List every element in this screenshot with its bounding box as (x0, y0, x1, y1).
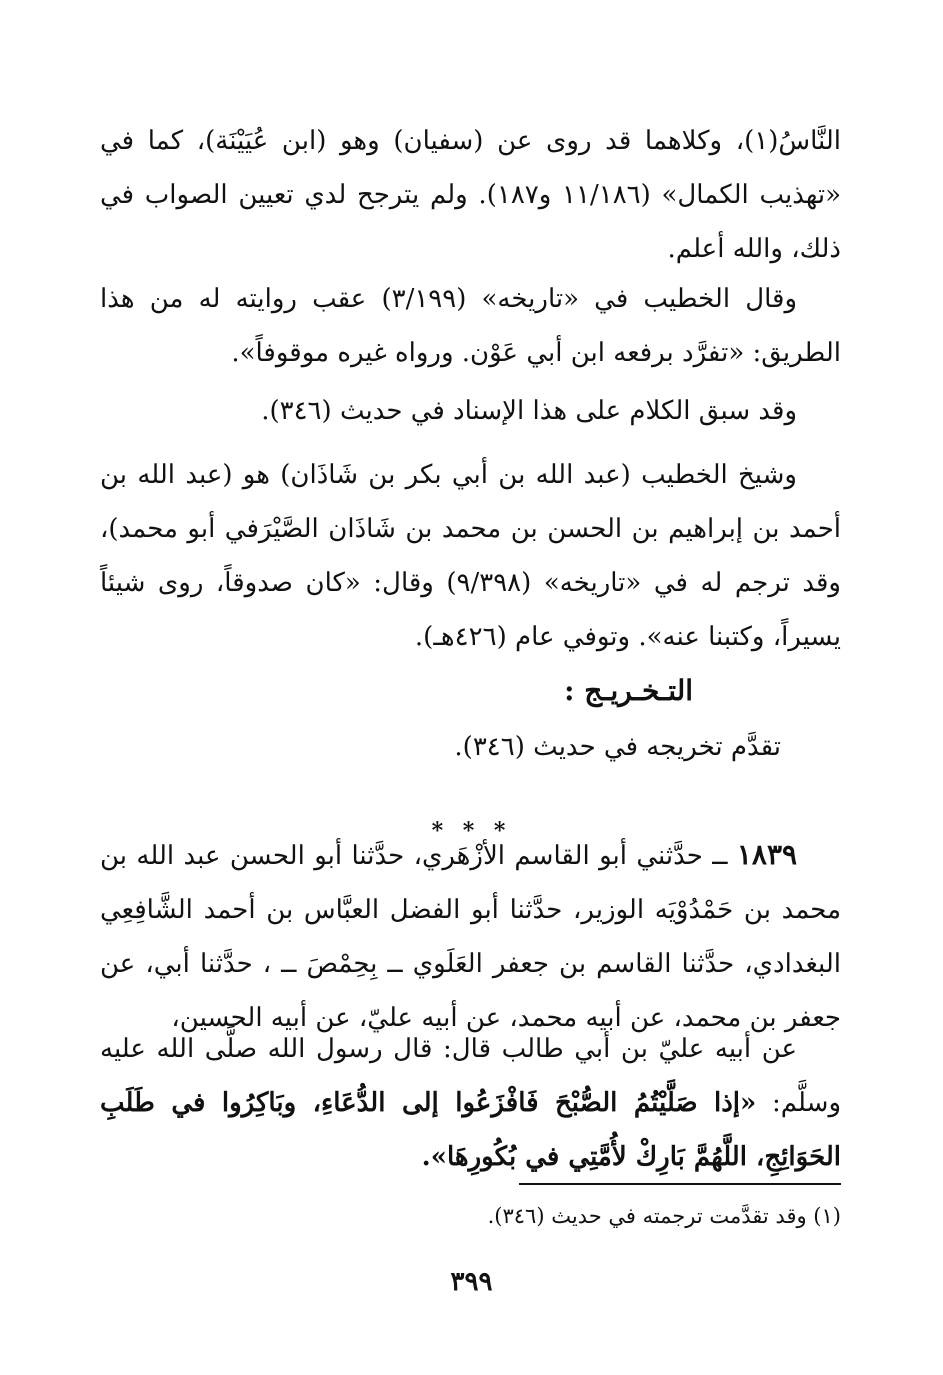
isnad-text: ــ حدَّثني أبو القاسم الأزْهَري، حدَّثنا أبو الحسن عبد الله بن محمد بن حَمْدُوْيَه الوزير، حدَّثنا أبو الفضل العبَّاس بن أحمد الشَّافِعِي البغدادي، حدَّثنا القاسم بن جعفر العَلَوي ــ بِحِمْصَ ــ ، حدَّثنا أبي، عن جعفر بن محمد، عن أبيه محمد، عن أبيه عليّ، عن أبيه الحسين، (100, 841, 841, 1033)
hadith-matn-paragraph (100, 1022, 841, 1184)
paragraph-text (100, 1022, 841, 1184)
paragraph-text (100, 828, 841, 1045)
hadith-isnad-paragraph (100, 828, 841, 1045)
hadith-number: ١٨٣٩ (736, 838, 798, 871)
section-divider-stars: * * * (431, 818, 512, 844)
paragraph-text: وقال الخطيب في «تاريخه» (٣/١٩٩) عقب روايته له من هذا الطريق: «تفرَّد برفعه ابن أبي عَوْن. ورواه غيره موقوفاً». (100, 284, 841, 368)
hadith-text: «إذا صَلَّيْتُمُ الصُّبْحَ فَافْزَعُوا إلى الدُّعَاءِ، وبَاكِرُوا في طَلَبِ الحَوَائِجِ، اللَّهُمَّ بَارِكْ لأُمَّتِي في بُكُورِهَا». (100, 1088, 841, 1172)
paragraph-khatib-quote (100, 272, 841, 380)
paragraph-shaykh-biography (100, 448, 841, 664)
section-heading-takhrij: التـخـريـج : (564, 674, 693, 707)
paragraph-text: وقد سبق الكلام على هذا الإسناد في حديث (٣٤٦). (261, 396, 797, 426)
paragraph-isnad-reference (100, 384, 841, 438)
paragraph-text: وشيخ الخطيب (عبد الله بن أبي بكر بن شَاذَان) هو (عبد الله بن أحمد بن إبراهيم بن الحسن بن محمد بن شَاذَان الصَّيْرَفي أبو محمد)، وقد ترجم له في «تاريخه» (٩/٣٩٨) وقال: «كان صدوقاً، روى شيئاً يسيراً، وكتبنا عنه». وتوفي عام (٤٢٦هـ). (100, 460, 841, 652)
matn-intro: عن أبيه عليّ بن أبي طالب قال: قال رسول الله صلَّى الله عليه وسلَّم: (100, 1034, 841, 1118)
footnote: (١) وقد تقدَّمت ترجمته في حديث (٣٤٦). (487, 1204, 841, 1228)
takhrij-text: تقدَّم تخريجه في حديث (٣٤٦). (454, 732, 781, 762)
paragraph-text: النَّاسُ(١)، وكلاهما قد روى عن (سفيان) وهو (ابن عُيَيْنَة)، كما في «تهذيب الكمال» (١١/١٨٦ و١٨٧). ولم يترجح لدي تعيين الصواب في ذلك، والله أعلم. (100, 126, 842, 264)
paragraph-narrator-note (100, 114, 841, 276)
page-number: ٣٩٩ (450, 1267, 493, 1297)
footnote-separator (519, 1183, 841, 1185)
